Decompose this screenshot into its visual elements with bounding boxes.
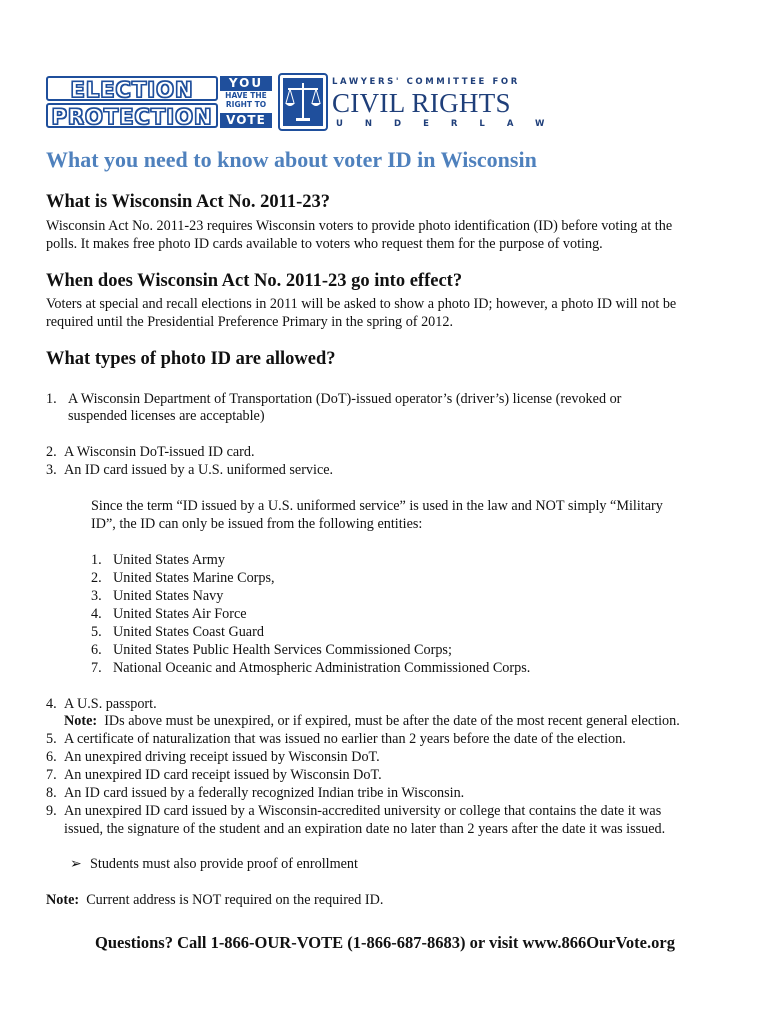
scales-of-justice-icon <box>278 73 328 131</box>
list-item-text: An unexpired ID card issued by a Wisconsin-accredited university or college that contains the date it was <box>64 803 662 819</box>
address-note <box>46 891 383 909</box>
list-item-text: issued, the signature of the student and an expiration date no later than 2 years after the date it was issued. <box>64 821 666 837</box>
section-heading-effective-date: When does Wisconsin Act No. 2011-23 go into effect? <box>46 271 463 291</box>
logo-right-to: RIGHT TO <box>225 100 267 109</box>
logo-have-the: HAVE THE <box>225 91 267 100</box>
logo-you: YOU <box>220 76 272 91</box>
list-number: 3. <box>46 462 57 478</box>
note-text: Current address is NOT required on the required ID. <box>86 892 384 908</box>
sublist-item: United States Public Health Services Commissioned Corps; <box>113 642 452 658</box>
sublist-item: United States Navy <box>113 588 224 604</box>
list-number: 9. <box>46 803 57 819</box>
note-label: Note: <box>46 892 80 908</box>
list-number: 4. <box>46 696 57 712</box>
list-item-text: An unexpired ID card receipt issued by Wisconsin DoT. <box>64 767 382 783</box>
sublist-item: National Oceanic and Atmospheric Administration Commissioned Corps. <box>113 660 531 676</box>
section-heading-id-types: What types of photo ID are allowed? <box>46 349 336 369</box>
list-item-text: An ID card issued by a U.S. uniformed service. <box>64 462 334 478</box>
page-title: What you need to know about voter ID in Wisconsin <box>46 147 537 172</box>
sublist-number: 2. <box>91 570 102 586</box>
sublist-number: 7. <box>91 660 102 676</box>
list-item-text: A Wisconsin Department of Transportation (DoT)-issued operator’s (driver’s) license (revoked or <box>68 391 622 407</box>
logo-lawyers-committee-for: LAWYERS' COMMITTEE FOR <box>332 77 520 87</box>
logo-word-protection: PROTECTION <box>46 103 218 128</box>
sublist-item: United States Army <box>113 552 225 568</box>
sublist-number: 5. <box>91 624 102 640</box>
section-body-line: Voters at special and recall elections in 2011 will be asked to show a photo ID; however, a photo ID will not be <box>46 296 677 312</box>
list-number: 2. <box>46 444 57 460</box>
logo-vote: VOTE <box>220 113 272 128</box>
section-body-line: required until the Presidential Preference Primary in the spring of 2012. <box>46 314 453 330</box>
uniformed-service-note: Since the term “ID issued by a U.S. uniformed service” is used in the law and NOT simply “Military <box>91 498 663 514</box>
note-label: Note: <box>64 713 98 729</box>
sublist-item: United States Air Force <box>113 606 247 622</box>
election-protection-logo <box>46 74 274 130</box>
logo-you-have-the-right-to-vote <box>220 76 272 128</box>
list-number: 6. <box>46 749 57 765</box>
section-body-line: polls. It makes free photo ID cards available to voters who request them for the purpose of voting. <box>46 236 603 252</box>
bullet-arrow-icon: ➢ <box>70 856 82 872</box>
sublist-item: United States Marine Corps, <box>113 570 275 586</box>
list-item-text: suspended licenses are acceptable) <box>68 408 265 424</box>
list-number: 5. <box>46 731 57 747</box>
list-item-text: A U.S. passport. <box>64 696 157 712</box>
note-text: IDs above must be unexpired, or if expired, must be after the date of the most recent general election. <box>104 713 680 729</box>
section-body-line: Wisconsin Act No. 2011-23 requires Wisconsin voters to provide photo identification (ID) before voting at the <box>46 218 673 234</box>
list-item-text: An unexpired driving receipt issued by Wisconsin DoT. <box>64 749 380 765</box>
list-number: 7. <box>46 767 57 783</box>
section-heading-what-is-act: What is Wisconsin Act No. 2011-23? <box>46 192 331 212</box>
sublist-item: United States Coast Guard <box>113 624 264 640</box>
sublist-number: 1. <box>91 552 102 568</box>
passport-note <box>64 712 680 730</box>
list-item-text: A Wisconsin DoT-issued ID card. <box>64 444 255 460</box>
list-item-text: A certificate of naturalization that was issued no earlier than 2 years before the date of the election. <box>64 731 626 747</box>
logo-word-election: ELECTION <box>46 76 218 101</box>
lawyers-committee-logo <box>278 73 567 131</box>
list-number: 1. <box>46 391 57 407</box>
logo-under-law: UNDERLAW <box>336 119 567 129</box>
sublist-number: 4. <box>91 606 102 622</box>
logo-civil-rights: CIVIL RIGHTS <box>332 88 511 118</box>
uniformed-service-note: ID”, the ID can only be issued from the following entities: <box>91 516 423 532</box>
list-item-text: An ID card issued by a federally recognized Indian tribe in Wisconsin. <box>64 785 465 801</box>
footer-contact: Questions? Call 1-866-OUR-VOTE (1-866-687-8683) or visit www.866OurVote.org <box>95 933 675 952</box>
sublist-number: 3. <box>91 588 102 604</box>
list-number: 8. <box>46 785 57 801</box>
sublist-number: 6. <box>91 642 102 658</box>
bullet-item: Students must also provide proof of enrollment <box>90 856 358 872</box>
